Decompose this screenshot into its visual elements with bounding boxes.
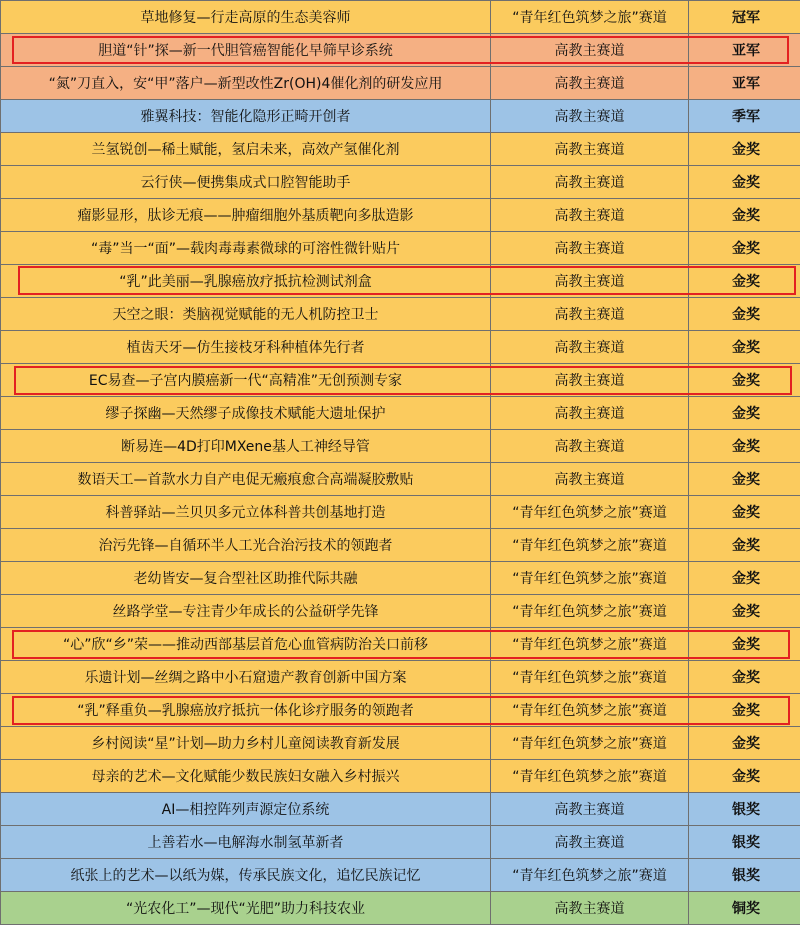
track-cell: 高教主赛道: [491, 463, 689, 496]
award-cell: 金奖: [689, 397, 800, 430]
table-row: [1, 67, 800, 100]
project-name-cell: 草地修复—行走高原的生态美容师: [1, 1, 491, 34]
table-row: [1, 826, 800, 859]
project-name-cell: “心”欣“乡”荣——推动西部基层首危心血管病防治关口前移: [1, 628, 491, 661]
project-name-cell: 兰氢锐创—稀土赋能，氢启未来，高效产氢催化剂: [1, 133, 491, 166]
track-cell: 高教主赛道: [491, 793, 689, 826]
table-row: [1, 793, 800, 826]
project-name-cell: 缪子探幽—天然缪子成像技术赋能大遗址保护: [1, 397, 491, 430]
track-cell: 高教主赛道: [491, 364, 689, 397]
award-cell: 金奖: [689, 265, 800, 298]
award-cell: 金奖: [689, 760, 800, 793]
track-cell: 高教主赛道: [491, 892, 689, 925]
project-name-cell: 胆道“针”探—新一代胆管癌智能化早筛早诊系统: [1, 34, 491, 67]
table-row: [1, 892, 800, 925]
track-cell: “青年红色筑梦之旅”赛道: [491, 727, 689, 760]
table-row: [1, 661, 800, 694]
table-row: [1, 199, 800, 232]
track-cell: “青年红色筑梦之旅”赛道: [491, 529, 689, 562]
table-row: [1, 232, 800, 265]
award-cell: 金奖: [689, 562, 800, 595]
project-name-cell: 数语天工—首款水力自产电促无瘢痕愈合高端凝胶敷贴: [1, 463, 491, 496]
award-cell: 金奖: [689, 199, 800, 232]
project-name-cell: 云行侠—便携集成式口腔智能助手: [1, 166, 491, 199]
track-cell: 高教主赛道: [491, 133, 689, 166]
table-row: [1, 496, 800, 529]
table-row: [1, 298, 800, 331]
awards-table-body: [1, 1, 800, 925]
track-cell: “青年红色筑梦之旅”赛道: [491, 694, 689, 727]
project-name-cell: 植齿天牙—仿生接枝牙科种植体先行者: [1, 331, 491, 364]
track-cell: 高教主赛道: [491, 232, 689, 265]
track-cell: 高教主赛道: [491, 199, 689, 232]
award-cell: 铜奖: [689, 892, 800, 925]
project-name-cell: 天空之眼：类脑视觉赋能的无人机防控卫士: [1, 298, 491, 331]
track-cell: 高教主赛道: [491, 166, 689, 199]
award-cell: 金奖: [689, 529, 800, 562]
track-cell: 高教主赛道: [491, 34, 689, 67]
project-name-cell: EC易查—子宫内膜癌新一代“高精准”无创预测专家: [1, 364, 491, 397]
award-cell: 金奖: [689, 298, 800, 331]
award-cell: 季军: [689, 100, 800, 133]
project-name-cell: “乳”释重负—乳腺癌放疗抵抗一体化诊疗服务的领跑者: [1, 694, 491, 727]
table-row: [1, 595, 800, 628]
project-name-cell: 上善若水—电解海水制氢革新者: [1, 826, 491, 859]
project-name-cell: 科普驿站—兰贝贝多元立体科普共创基地打造: [1, 496, 491, 529]
award-cell: 金奖: [689, 430, 800, 463]
award-cell: 金奖: [689, 463, 800, 496]
track-cell: 高教主赛道: [491, 331, 689, 364]
table-row: [1, 133, 800, 166]
project-name-cell: 乡村阅读“星”计划—助力乡村儿童阅读教育新发展: [1, 727, 491, 760]
track-cell: “青年红色筑梦之旅”赛道: [491, 595, 689, 628]
award-cell: 金奖: [689, 595, 800, 628]
table-row: [1, 265, 800, 298]
table-row: [1, 331, 800, 364]
project-name-cell: “氮”刀直入，安“甲”落户—新型改性Zr(OH)4催化剂的研发应用: [1, 67, 491, 100]
project-name-cell: 断易连—4D打印MXene基人工神经导管: [1, 430, 491, 463]
table-row: [1, 463, 800, 496]
award-cell: 亚军: [689, 34, 800, 67]
table-row: [1, 727, 800, 760]
table-row: [1, 760, 800, 793]
project-name-cell: 雅翼科技：智能化隐形正畸开创者: [1, 100, 491, 133]
project-name-cell: 老幼皆安—复合型社区助推代际共融: [1, 562, 491, 595]
table-row: [1, 529, 800, 562]
award-cell: 金奖: [689, 496, 800, 529]
table-row: [1, 100, 800, 133]
table-row: [1, 166, 800, 199]
track-cell: 高教主赛道: [491, 298, 689, 331]
project-name-cell: 乐遗计划—丝绸之路中小石窟遗产教育创新中国方案: [1, 661, 491, 694]
track-cell: 高教主赛道: [491, 67, 689, 100]
table-row: [1, 430, 800, 463]
award-cell: 金奖: [689, 727, 800, 760]
project-name-cell: “乳”此美丽—乳腺癌放疗抵抗检测试剂盒: [1, 265, 491, 298]
award-cell: 银奖: [689, 826, 800, 859]
track-cell: 高教主赛道: [491, 397, 689, 430]
award-cell: 金奖: [689, 694, 800, 727]
track-cell: “青年红色筑梦之旅”赛道: [491, 859, 689, 892]
track-cell: 高教主赛道: [491, 826, 689, 859]
award-cell: 亚军: [689, 67, 800, 100]
table-row: [1, 397, 800, 430]
track-cell: “青年红色筑梦之旅”赛道: [491, 661, 689, 694]
table-row: [1, 859, 800, 892]
table-row: [1, 1, 800, 34]
award-cell: 金奖: [689, 232, 800, 265]
award-cell: 银奖: [689, 793, 800, 826]
award-cell: 银奖: [689, 859, 800, 892]
track-cell: 高教主赛道: [491, 265, 689, 298]
award-cell: 金奖: [689, 331, 800, 364]
award-cell: 金奖: [689, 628, 800, 661]
table-row: [1, 562, 800, 595]
project-name-cell: “光农化工”—现代“光肥”助力科技农业: [1, 892, 491, 925]
project-name-cell: 瘤影显形，肽诊无痕——肿瘤细胞外基质靶向多肽造影: [1, 199, 491, 232]
track-cell: 高教主赛道: [491, 430, 689, 463]
track-cell: “青年红色筑梦之旅”赛道: [491, 628, 689, 661]
table-row: [1, 628, 800, 661]
track-cell: 高教主赛道: [491, 100, 689, 133]
award-cell: 金奖: [689, 133, 800, 166]
table-row: [1, 364, 800, 397]
award-cell: 金奖: [689, 166, 800, 199]
track-cell: “青年红色筑梦之旅”赛道: [491, 760, 689, 793]
table-row: [1, 694, 800, 727]
award-cell: 金奖: [689, 661, 800, 694]
project-name-cell: 治污先锋—自循环半人工光合治污技术的领跑者: [1, 529, 491, 562]
table-row: [1, 34, 800, 67]
project-name-cell: 母亲的艺术—文化赋能少数民族妇女融入乡村振兴: [1, 760, 491, 793]
award-cell: 冠军: [689, 1, 800, 34]
project-name-cell: “毒”当一“面”—载肉毒毒素微球的可溶性微针贴片: [1, 232, 491, 265]
track-cell: “青年红色筑梦之旅”赛道: [491, 1, 689, 34]
project-name-cell: AI—相控阵列声源定位系统: [1, 793, 491, 826]
track-cell: “青年红色筑梦之旅”赛道: [491, 496, 689, 529]
track-cell: “青年红色筑梦之旅”赛道: [491, 562, 689, 595]
award-cell: 金奖: [689, 364, 800, 397]
project-name-cell: 纸张上的艺术—以纸为媒，传承民族文化，追忆民族记忆: [1, 859, 491, 892]
project-name-cell: 丝路学堂—专注青少年成长的公益研学先锋: [1, 595, 491, 628]
